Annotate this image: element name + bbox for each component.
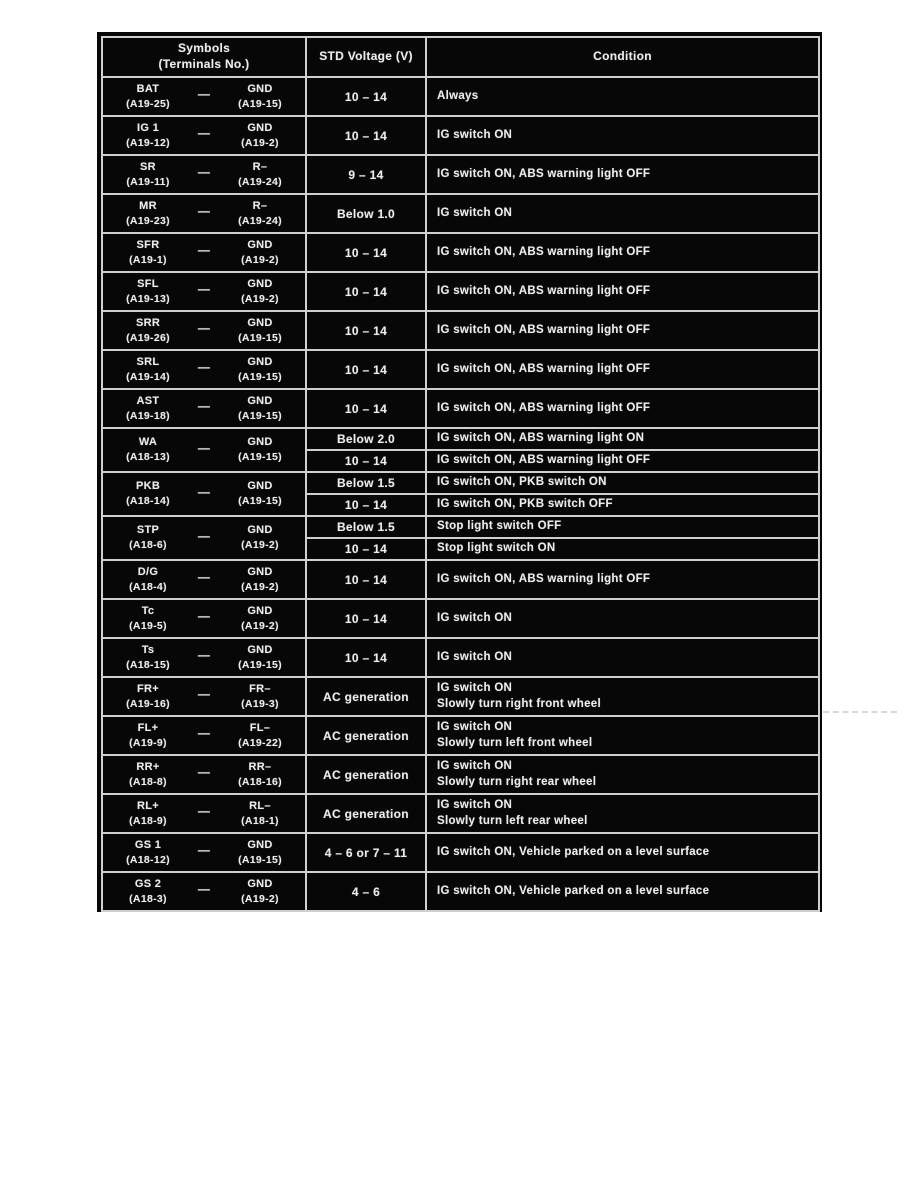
symbol-cell	[102, 872, 306, 911]
symbol-left-name: STP	[136, 524, 160, 537]
condition-cell	[426, 560, 819, 599]
symbol-left	[103, 604, 193, 633]
symbol-pair	[103, 523, 305, 552]
symbol-right-terminal: (A19-2)	[241, 580, 279, 593]
dash-separator: —	[197, 843, 211, 858]
condition-line: IG switch ON, Vehicle parked on a level surface	[437, 884, 710, 897]
symbol-pair	[103, 877, 305, 906]
symbol-left-name: SFL	[137, 277, 159, 290]
dash-separator: —	[197, 765, 211, 780]
symbol-left-terminal: (A19-25)	[126, 97, 170, 110]
symbol-right-terminal: (A18-16)	[238, 775, 282, 788]
condition-cell	[426, 638, 819, 677]
symbol-pair	[103, 82, 305, 111]
symbol-left-terminal: (A18-6)	[129, 539, 167, 552]
condition-line: Stop light switch ON	[437, 542, 556, 555]
symbol-left-name: WA	[138, 436, 158, 449]
symbol-right-name: GND	[247, 436, 273, 449]
voltage-cell: 4 – 6	[306, 872, 426, 911]
symbol-right-terminal: (A19-15)	[238, 451, 282, 464]
symbol-right	[215, 721, 305, 750]
symbol-left-name: RR+	[136, 760, 160, 773]
dash-separator: —	[197, 440, 211, 455]
symbol-left-terminal: (A19-9)	[129, 736, 167, 749]
symbol-pair	[103, 316, 305, 345]
table-row	[102, 389, 819, 428]
dash-separator: —	[197, 399, 211, 414]
condition-line: IG switch ON, ABS warning light OFF	[437, 401, 651, 414]
symbol-cell	[102, 428, 306, 472]
symbol-left-name: FR+	[137, 682, 159, 695]
condition-cell	[426, 494, 819, 516]
symbol-right-terminal: (A19-3)	[241, 697, 279, 710]
condition-line: IG switch ON, PKB switch OFF	[437, 498, 613, 511]
symbol-right-name: GND	[247, 355, 273, 368]
table-row	[102, 638, 819, 677]
condition-cell	[426, 428, 819, 450]
symbol-right-terminal: (A19-15)	[238, 495, 282, 508]
dash-separator: —	[197, 243, 211, 258]
condition-cell	[426, 194, 819, 233]
symbol-cell	[102, 350, 306, 389]
dash-separator: —	[197, 360, 211, 375]
symbol-right-terminal: (A19-15)	[238, 97, 282, 110]
header-symbols-line2: (Terminals No.)	[158, 57, 250, 71]
dash-separator: —	[197, 687, 211, 702]
condition-line: IG switch ON, ABS warning light ON	[437, 432, 645, 445]
condition-cell	[426, 794, 819, 833]
symbol-right	[215, 799, 305, 828]
symbol-left	[103, 316, 193, 345]
symbol-left-terminal: (A18-15)	[126, 658, 170, 671]
symbol-pair	[103, 479, 305, 508]
symbol-left	[103, 238, 193, 267]
voltage-cell: Below 1.5	[306, 516, 426, 538]
symbol-left-terminal: (A19-13)	[126, 292, 170, 305]
dash-separator: —	[197, 804, 211, 819]
condition-line: Stop light switch OFF	[437, 520, 562, 533]
dash-separator: —	[197, 87, 211, 102]
table-row	[102, 516, 819, 538]
condition-line: IG switch ON	[437, 798, 513, 811]
voltage-cell: 10 – 14	[306, 560, 426, 599]
symbol-left	[103, 435, 193, 464]
condition-cell	[426, 472, 819, 494]
symbol-pair	[103, 435, 305, 464]
header-symbols	[102, 37, 306, 77]
table-row	[102, 233, 819, 272]
symbol-right-name: R–	[252, 160, 268, 173]
dash-separator: —	[197, 204, 211, 219]
symbol-left-name: Ts	[141, 643, 155, 656]
symbol-cell	[102, 472, 306, 516]
voltage-cell: AC generation	[306, 794, 426, 833]
condition-cell	[426, 450, 819, 472]
condition-cell	[426, 833, 819, 872]
symbol-left-terminal: (A19-12)	[126, 136, 170, 149]
table-header	[102, 37, 819, 77]
symbol-pair	[103, 760, 305, 789]
dash-separator: —	[197, 726, 211, 741]
symbol-right	[215, 479, 305, 508]
symbol-cell	[102, 116, 306, 155]
symbol-left-terminal: (A18-9)	[129, 814, 167, 827]
symbol-left-name: GS 1	[134, 838, 162, 851]
table-row	[102, 794, 819, 833]
condition-cell	[426, 116, 819, 155]
symbol-left-name: MR	[139, 199, 157, 212]
voltage-table	[101, 36, 820, 912]
condition-line: IG switch ON, PKB switch ON	[437, 476, 607, 489]
header-voltage: STD Voltage (V)	[306, 37, 426, 77]
symbol-cell	[102, 516, 306, 560]
symbol-pair	[103, 199, 305, 228]
condition-cell	[426, 389, 819, 428]
table-row	[102, 116, 819, 155]
voltage-cell: 10 – 14	[306, 272, 426, 311]
symbol-right-name: FR–	[249, 682, 271, 695]
condition-line: IG switch ON	[437, 681, 513, 694]
condition-cell	[426, 233, 819, 272]
symbol-pair	[103, 604, 305, 633]
condition-line: IG switch ON	[437, 611, 513, 624]
symbol-left-name: SRR	[135, 316, 161, 329]
symbol-right-terminal: (A19-15)	[238, 331, 282, 344]
dash-separator: —	[197, 648, 211, 663]
symbol-right	[215, 394, 305, 423]
symbol-right-terminal: (A19-2)	[241, 292, 279, 305]
symbol-cell	[102, 794, 306, 833]
symbol-left	[103, 565, 193, 594]
symbol-right-terminal: (A19-2)	[241, 253, 279, 266]
dash-separator: —	[197, 609, 211, 624]
symbol-left	[103, 199, 193, 228]
symbol-cell	[102, 677, 306, 716]
symbol-right-name: FL–	[249, 721, 271, 734]
symbol-right-name: GND	[247, 394, 273, 407]
symbol-left-terminal: (A19-5)	[129, 619, 167, 632]
symbol-right-terminal: (A18-1)	[241, 814, 279, 827]
condition-line: IG switch ON	[437, 650, 513, 663]
condition-line: IG switch ON	[437, 128, 513, 141]
symbol-right-name: RL–	[249, 799, 271, 812]
symbol-left-terminal: (A19-18)	[126, 409, 170, 422]
symbol-left-terminal: (A19-11)	[126, 175, 170, 188]
voltage-cell: 10 – 14	[306, 494, 426, 516]
condition-line: IG switch ON, ABS warning light OFF	[437, 167, 651, 180]
condition-line: Slowly turn right front wheel	[437, 697, 601, 710]
dash-separator: —	[197, 882, 211, 897]
symbol-right	[215, 523, 305, 552]
condition-line: Slowly turn left front wheel	[437, 736, 593, 749]
symbol-right-terminal: (A19-24)	[238, 214, 282, 227]
symbol-right-terminal: (A19-15)	[238, 658, 282, 671]
symbol-cell	[102, 560, 306, 599]
symbol-left-terminal: (A18-13)	[126, 451, 170, 464]
symbol-right-name: GND	[247, 238, 273, 251]
symbol-right-name: GND	[247, 316, 273, 329]
symbol-left	[103, 277, 193, 306]
symbol-left-terminal: (A19-16)	[126, 697, 170, 710]
symbol-right	[215, 643, 305, 672]
symbol-pair	[103, 643, 305, 672]
dash-separator: —	[197, 484, 211, 499]
voltage-cell: 10 – 14	[306, 77, 426, 116]
condition-line: IG switch ON, Vehicle parked on a level surface	[437, 845, 710, 858]
symbol-left-name: IG 1	[137, 121, 159, 134]
symbol-left	[103, 877, 193, 906]
symbol-left-name: AST	[136, 394, 160, 407]
symbol-left-name: GS 2	[134, 877, 162, 890]
symbol-right-name: GND	[247, 604, 273, 617]
symbol-pair	[103, 799, 305, 828]
condition-line: IG switch ON, ABS warning light OFF	[437, 323, 651, 336]
symbol-right-name: GND	[247, 480, 273, 493]
symbol-left-name: D/G	[137, 565, 159, 578]
symbol-cell	[102, 155, 306, 194]
voltage-cell: 10 – 14	[306, 638, 426, 677]
symbol-left-terminal: (A19-23)	[126, 214, 170, 227]
symbol-right	[215, 760, 305, 789]
symbol-pair	[103, 355, 305, 384]
table-row	[102, 428, 819, 450]
symbol-right-name: GND	[247, 838, 273, 851]
symbol-right	[215, 838, 305, 867]
table-row	[102, 599, 819, 638]
symbol-left	[103, 82, 193, 111]
symbol-left	[103, 523, 193, 552]
symbol-left-name: SRL	[136, 355, 160, 368]
condition-line: IG switch ON, ABS warning light OFF	[437, 572, 651, 585]
voltage-cell: AC generation	[306, 716, 426, 755]
terminal-voltage-table	[97, 32, 822, 912]
voltage-cell: 10 – 14	[306, 450, 426, 472]
symbol-left	[103, 799, 193, 828]
symbol-left-name: SR	[140, 160, 156, 173]
condition-cell	[426, 77, 819, 116]
symbol-right	[215, 199, 305, 228]
condition-cell	[426, 599, 819, 638]
header-symbols-line1: Symbols	[177, 41, 231, 56]
symbol-right	[215, 682, 305, 711]
symbol-pair	[103, 238, 305, 267]
symbol-left	[103, 760, 193, 789]
symbol-left-terminal: (A18-14)	[126, 495, 170, 508]
condition-cell	[426, 350, 819, 389]
voltage-cell: 10 – 14	[306, 233, 426, 272]
symbol-right-terminal: (A19-15)	[238, 370, 282, 383]
dash-separator: —	[197, 570, 211, 585]
symbol-right	[215, 355, 305, 384]
symbol-right-name: GND	[247, 877, 273, 890]
symbol-right-terminal: (A19-2)	[241, 892, 279, 905]
voltage-cell: 9 – 14	[306, 155, 426, 194]
condition-cell	[426, 677, 819, 716]
condition-line: IG switch ON, ABS warning light OFF	[437, 362, 651, 375]
dash-separator: —	[197, 321, 211, 336]
symbol-right-name: GND	[247, 277, 273, 290]
condition-line: IG switch ON, ABS warning light OFF	[437, 454, 651, 467]
symbol-pair	[103, 277, 305, 306]
table-row	[102, 833, 819, 872]
header-condition: Condition	[426, 37, 819, 77]
condition-cell	[426, 538, 819, 560]
condition-cell	[426, 155, 819, 194]
voltage-table-body	[102, 77, 819, 911]
symbol-cell	[102, 194, 306, 233]
symbol-left-name: PKB	[135, 480, 161, 493]
symbol-left	[103, 121, 193, 150]
symbol-right	[215, 82, 305, 111]
symbol-right-name: GND	[247, 82, 273, 95]
symbol-right-terminal: (A19-24)	[238, 175, 282, 188]
table-row	[102, 677, 819, 716]
symbol-right-name: GND	[247, 524, 273, 537]
symbol-right	[215, 877, 305, 906]
symbol-right-terminal: (A19-15)	[238, 853, 282, 866]
symbol-left	[103, 838, 193, 867]
symbol-pair	[103, 565, 305, 594]
condition-line: Always	[437, 89, 479, 102]
voltage-cell: 10 – 14	[306, 599, 426, 638]
symbol-left	[103, 721, 193, 750]
symbol-left	[103, 643, 193, 672]
condition-cell	[426, 872, 819, 911]
symbol-right-terminal: (A19-2)	[241, 539, 279, 552]
voltage-cell: Below 2.0	[306, 428, 426, 450]
scan-artifact-line	[823, 711, 897, 713]
symbol-pair	[103, 160, 305, 189]
symbol-cell	[102, 389, 306, 428]
symbol-left	[103, 479, 193, 508]
condition-cell	[426, 311, 819, 350]
symbol-left	[103, 355, 193, 384]
symbol-cell	[102, 755, 306, 794]
condition-cell	[426, 755, 819, 794]
voltage-cell: 10 – 14	[306, 538, 426, 560]
symbol-pair	[103, 682, 305, 711]
voltage-cell: 10 – 14	[306, 311, 426, 350]
voltage-cell: AC generation	[306, 677, 426, 716]
symbol-cell	[102, 272, 306, 311]
symbol-pair	[103, 121, 305, 150]
symbol-cell	[102, 638, 306, 677]
dash-separator: —	[197, 126, 211, 141]
table-row	[102, 272, 819, 311]
condition-line: Slowly turn right rear wheel	[437, 775, 597, 788]
voltage-cell: 10 – 14	[306, 350, 426, 389]
dash-separator: —	[197, 282, 211, 297]
table-row	[102, 560, 819, 599]
table-row	[102, 472, 819, 494]
symbol-right-name: GND	[247, 565, 273, 578]
symbol-right-terminal: (A19-2)	[241, 619, 279, 632]
symbol-left-terminal: (A19-26)	[126, 331, 170, 344]
voltage-cell: Below 1.0	[306, 194, 426, 233]
symbol-right-terminal: (A19-22)	[238, 736, 282, 749]
symbol-cell	[102, 311, 306, 350]
table-row	[102, 716, 819, 755]
symbol-left-name: Tc	[141, 604, 155, 617]
symbol-pair	[103, 838, 305, 867]
symbol-cell	[102, 233, 306, 272]
symbol-left-terminal: (A19-14)	[126, 370, 170, 383]
table-row	[102, 77, 819, 116]
condition-line: IG switch ON, ABS warning light OFF	[437, 245, 651, 258]
symbol-pair	[103, 394, 305, 423]
symbol-right-name: RR–	[248, 760, 272, 773]
table-row	[102, 311, 819, 350]
symbol-left-terminal: (A18-3)	[129, 892, 167, 905]
condition-line: Slowly turn left rear wheel	[437, 814, 588, 827]
symbol-right-terminal: (A19-2)	[241, 136, 279, 149]
table-row	[102, 755, 819, 794]
symbol-right	[215, 435, 305, 464]
condition-cell	[426, 716, 819, 755]
symbol-right	[215, 316, 305, 345]
symbol-right-name: R–	[252, 199, 268, 212]
voltage-cell: AC generation	[306, 755, 426, 794]
condition-line: IG switch ON	[437, 206, 513, 219]
symbol-left-terminal: (A18-12)	[126, 853, 170, 866]
symbol-left	[103, 394, 193, 423]
symbol-right-name: GND	[247, 643, 273, 656]
symbol-left	[103, 682, 193, 711]
symbol-left-terminal: (A18-4)	[129, 580, 167, 593]
symbol-left-name: SFR	[136, 238, 160, 251]
symbol-pair	[103, 721, 305, 750]
voltage-cell: 10 – 14	[306, 389, 426, 428]
symbol-cell	[102, 77, 306, 116]
table-row	[102, 155, 819, 194]
voltage-cell: 4 – 6 or 7 – 11	[306, 833, 426, 872]
symbol-right	[215, 604, 305, 633]
condition-line: IG switch ON	[437, 720, 513, 733]
condition-cell	[426, 516, 819, 538]
dash-separator: —	[197, 528, 211, 543]
table-row	[102, 350, 819, 389]
dash-separator: —	[197, 165, 211, 180]
symbol-cell	[102, 599, 306, 638]
symbol-cell	[102, 833, 306, 872]
header-row	[102, 37, 819, 77]
table-row	[102, 872, 819, 911]
symbol-right-name: GND	[247, 121, 273, 134]
symbol-right	[215, 121, 305, 150]
symbol-left-name: BAT	[136, 82, 160, 95]
symbol-right	[215, 565, 305, 594]
symbol-right-terminal: (A19-15)	[238, 409, 282, 422]
symbol-right	[215, 238, 305, 267]
symbol-left-terminal: (A18-8)	[129, 775, 167, 788]
condition-line: IG switch ON, ABS warning light OFF	[437, 284, 651, 297]
condition-cell	[426, 272, 819, 311]
symbol-left-name: RL+	[137, 799, 159, 812]
condition-line: IG switch ON	[437, 759, 513, 772]
symbol-left-terminal: (A19-1)	[129, 253, 167, 266]
voltage-cell: Below 1.5	[306, 472, 426, 494]
symbol-right	[215, 277, 305, 306]
voltage-cell: 10 – 14	[306, 116, 426, 155]
symbol-cell	[102, 716, 306, 755]
symbol-right	[215, 160, 305, 189]
symbol-left-name: FL+	[137, 721, 159, 734]
table-row	[102, 194, 819, 233]
symbol-left	[103, 160, 193, 189]
